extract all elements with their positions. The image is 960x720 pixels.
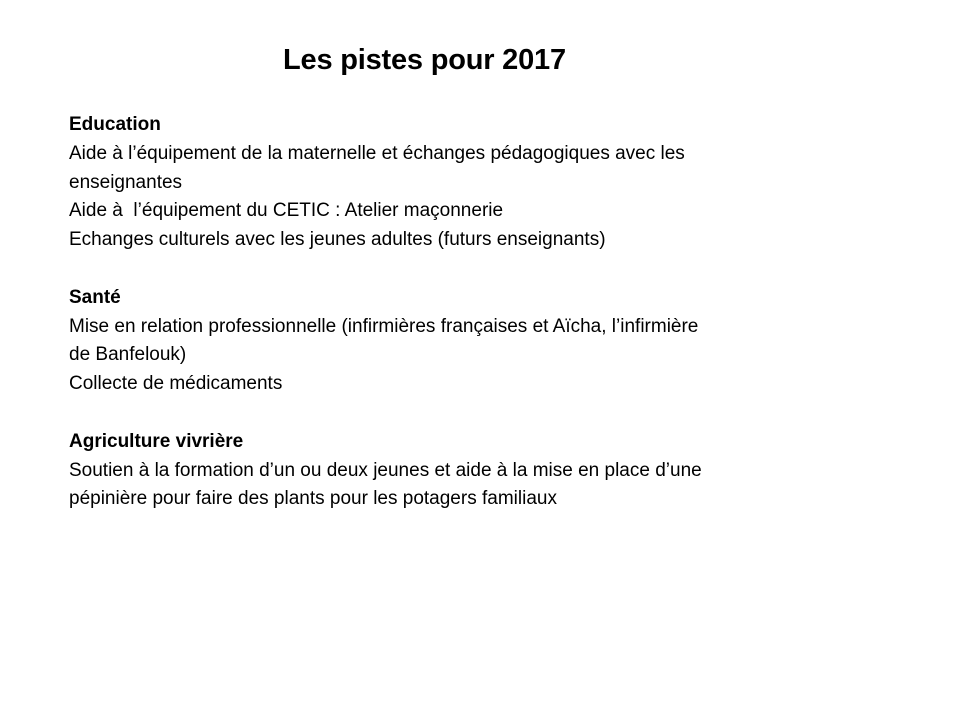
section-line: de Banfelouk) <box>69 344 187 366</box>
section-line: pépinière pour faire des plants pour les potagers familiaux <box>69 488 557 510</box>
section-line: Collecte de médicaments <box>69 373 283 395</box>
section-heading: Education <box>69 114 161 135</box>
section-line: enseignantes <box>69 171 183 193</box>
section-sante <box>69 284 849 399</box>
section-heading: Agriculture vivrière <box>69 430 244 452</box>
slide-content <box>69 111 849 543</box>
section-heading: Santé <box>69 286 121 308</box>
section-education <box>69 111 849 255</box>
section-line: Aide à l’équipement du CETIC : Atelier maçonnerie <box>69 200 504 222</box>
section-line: Mise en relation professionnelle (infirmières françaises et Aïcha, l’infirmière <box>69 315 699 337</box>
section-line: Echanges culturels avec les jeunes adultes (futurs enseignants) <box>69 229 606 251</box>
section-agriculture <box>69 428 849 514</box>
slide-title: Les pistes pour 2017 <box>283 44 566 76</box>
section-line: Soutien à la formation d’un ou deux jeunes et aide à la mise en place d’une <box>69 459 702 481</box>
section-line: Aide à l’équipement de la maternelle et échanges pédagogiques avec les <box>69 142 685 164</box>
